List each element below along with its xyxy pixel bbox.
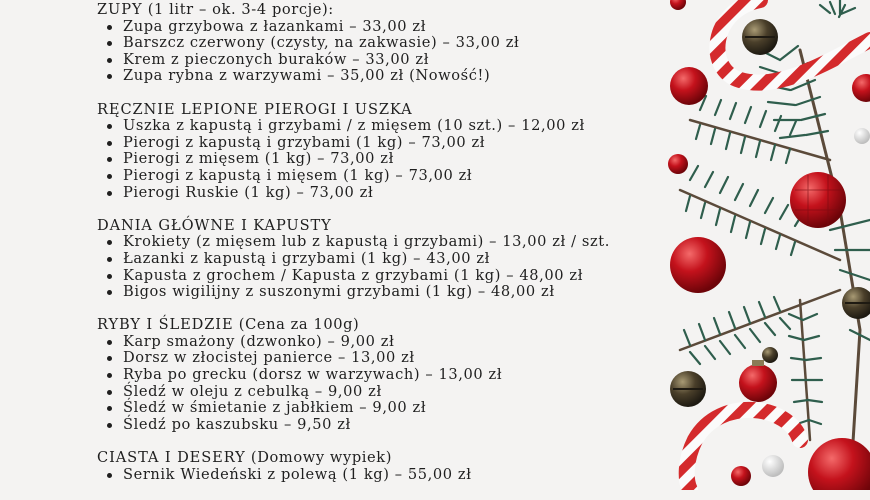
pine-branch bbox=[680, 0, 870, 490]
menu-section-soups bbox=[97, 2, 657, 85]
menu-item: Bigos wigilijny z suszonymi grzybami (1 kg) – 48,00 zł bbox=[97, 284, 657, 301]
menu-item: Ryba po grecku (dorsz w warzywach) – 13,00 zł bbox=[97, 367, 657, 384]
section-heading bbox=[97, 2, 657, 19]
menu-item: Śledź po kaszubsku – 9,50 zł bbox=[97, 417, 657, 434]
menu-item: Kapusta z grochem / Kapusta z grzybami (1 kg) – 48,00 zł bbox=[97, 268, 657, 285]
menu-item: Barszcz czerwony (czysty, na zakwasie) – 33,00 zł bbox=[97, 35, 657, 52]
menu-item: Sernik Wiedeński z polewą (1 kg) – 55,00 zł bbox=[97, 467, 657, 484]
section-title: CIASTA I DESERY bbox=[97, 449, 246, 467]
item-list bbox=[97, 118, 657, 201]
item-list bbox=[97, 234, 657, 300]
section-heading bbox=[97, 102, 657, 119]
menu-item: Śledź w oleju z cebulką – 9,00 zł bbox=[97, 384, 657, 401]
menu-section-desserts bbox=[97, 450, 657, 483]
section-heading bbox=[97, 317, 657, 334]
menu-item: Pierogi z mięsem (1 kg) – 73,00 zł bbox=[97, 151, 657, 168]
section-note: (Cena za 100g) bbox=[238, 316, 360, 334]
item-list bbox=[97, 467, 657, 484]
section-title: RĘCZNIE LEPIONE PIEROGI I USZKA bbox=[97, 100, 413, 118]
menu-item: Pierogi Ruskie (1 kg) – 73,00 zł bbox=[97, 185, 657, 202]
section-note: (1 litr – ok. 3-4 porcje): bbox=[147, 1, 334, 18]
item-list bbox=[97, 334, 657, 434]
menu-item: Łazanki z kapustą i grzybami (1 kg) – 43,00 zł bbox=[97, 251, 657, 268]
section-title: DANIA GŁÓWNE I KAPUSTY bbox=[97, 216, 332, 234]
menu-section-main-dishes bbox=[97, 218, 657, 301]
section-title: ZUPY bbox=[97, 1, 143, 18]
candy-cane-icon bbox=[687, 410, 800, 490]
menu-section-fish bbox=[97, 317, 657, 433]
menu-section-pierogi bbox=[97, 102, 657, 202]
menu-item: Pierogi z kapustą i mięsem (1 kg) – 73,00 zł bbox=[97, 168, 657, 185]
candy-cane-icon bbox=[717, 0, 870, 83]
section-note: (Domowy wypiek) bbox=[250, 449, 393, 467]
menu-item: Śledź w śmietanie z jabłkiem – 9,00 zł bbox=[97, 400, 657, 417]
menu-list bbox=[97, 2, 657, 500]
section-title: RYBY I ŚLEDZIE bbox=[97, 316, 234, 334]
menu-item: Dorsz w złocistej panierce – 13,00 zł bbox=[97, 350, 657, 367]
section-heading bbox=[97, 450, 657, 467]
section-heading bbox=[97, 218, 657, 235]
ornament-icon bbox=[668, 0, 870, 490]
menu-item: Pierogi z kapustą i grzybami (1 kg) – 73,00 zł bbox=[97, 135, 657, 152]
bell-icon bbox=[670, 19, 870, 407]
menu-item: Uszka z kapustą i grzybami / z mięsem (10 szt.) – 12,00 zł bbox=[97, 118, 657, 135]
menu-item: Karp smażony (dzwonko) – 9,00 zł bbox=[97, 334, 657, 351]
item-list bbox=[97, 19, 657, 85]
menu-item: Krokiety (z mięsem lub z kapustą i grzybami) – 13,00 zł / szt. bbox=[97, 234, 657, 251]
menu-item: Krem z pieczonych buraków – 33,00 zł bbox=[97, 52, 657, 69]
menu-item: Zupa grzybowa z łazankami – 33,00 zł bbox=[97, 19, 657, 36]
menu-item: Zupa rybna z warzywami – 35,00 zł (Nowość!) bbox=[97, 68, 657, 85]
